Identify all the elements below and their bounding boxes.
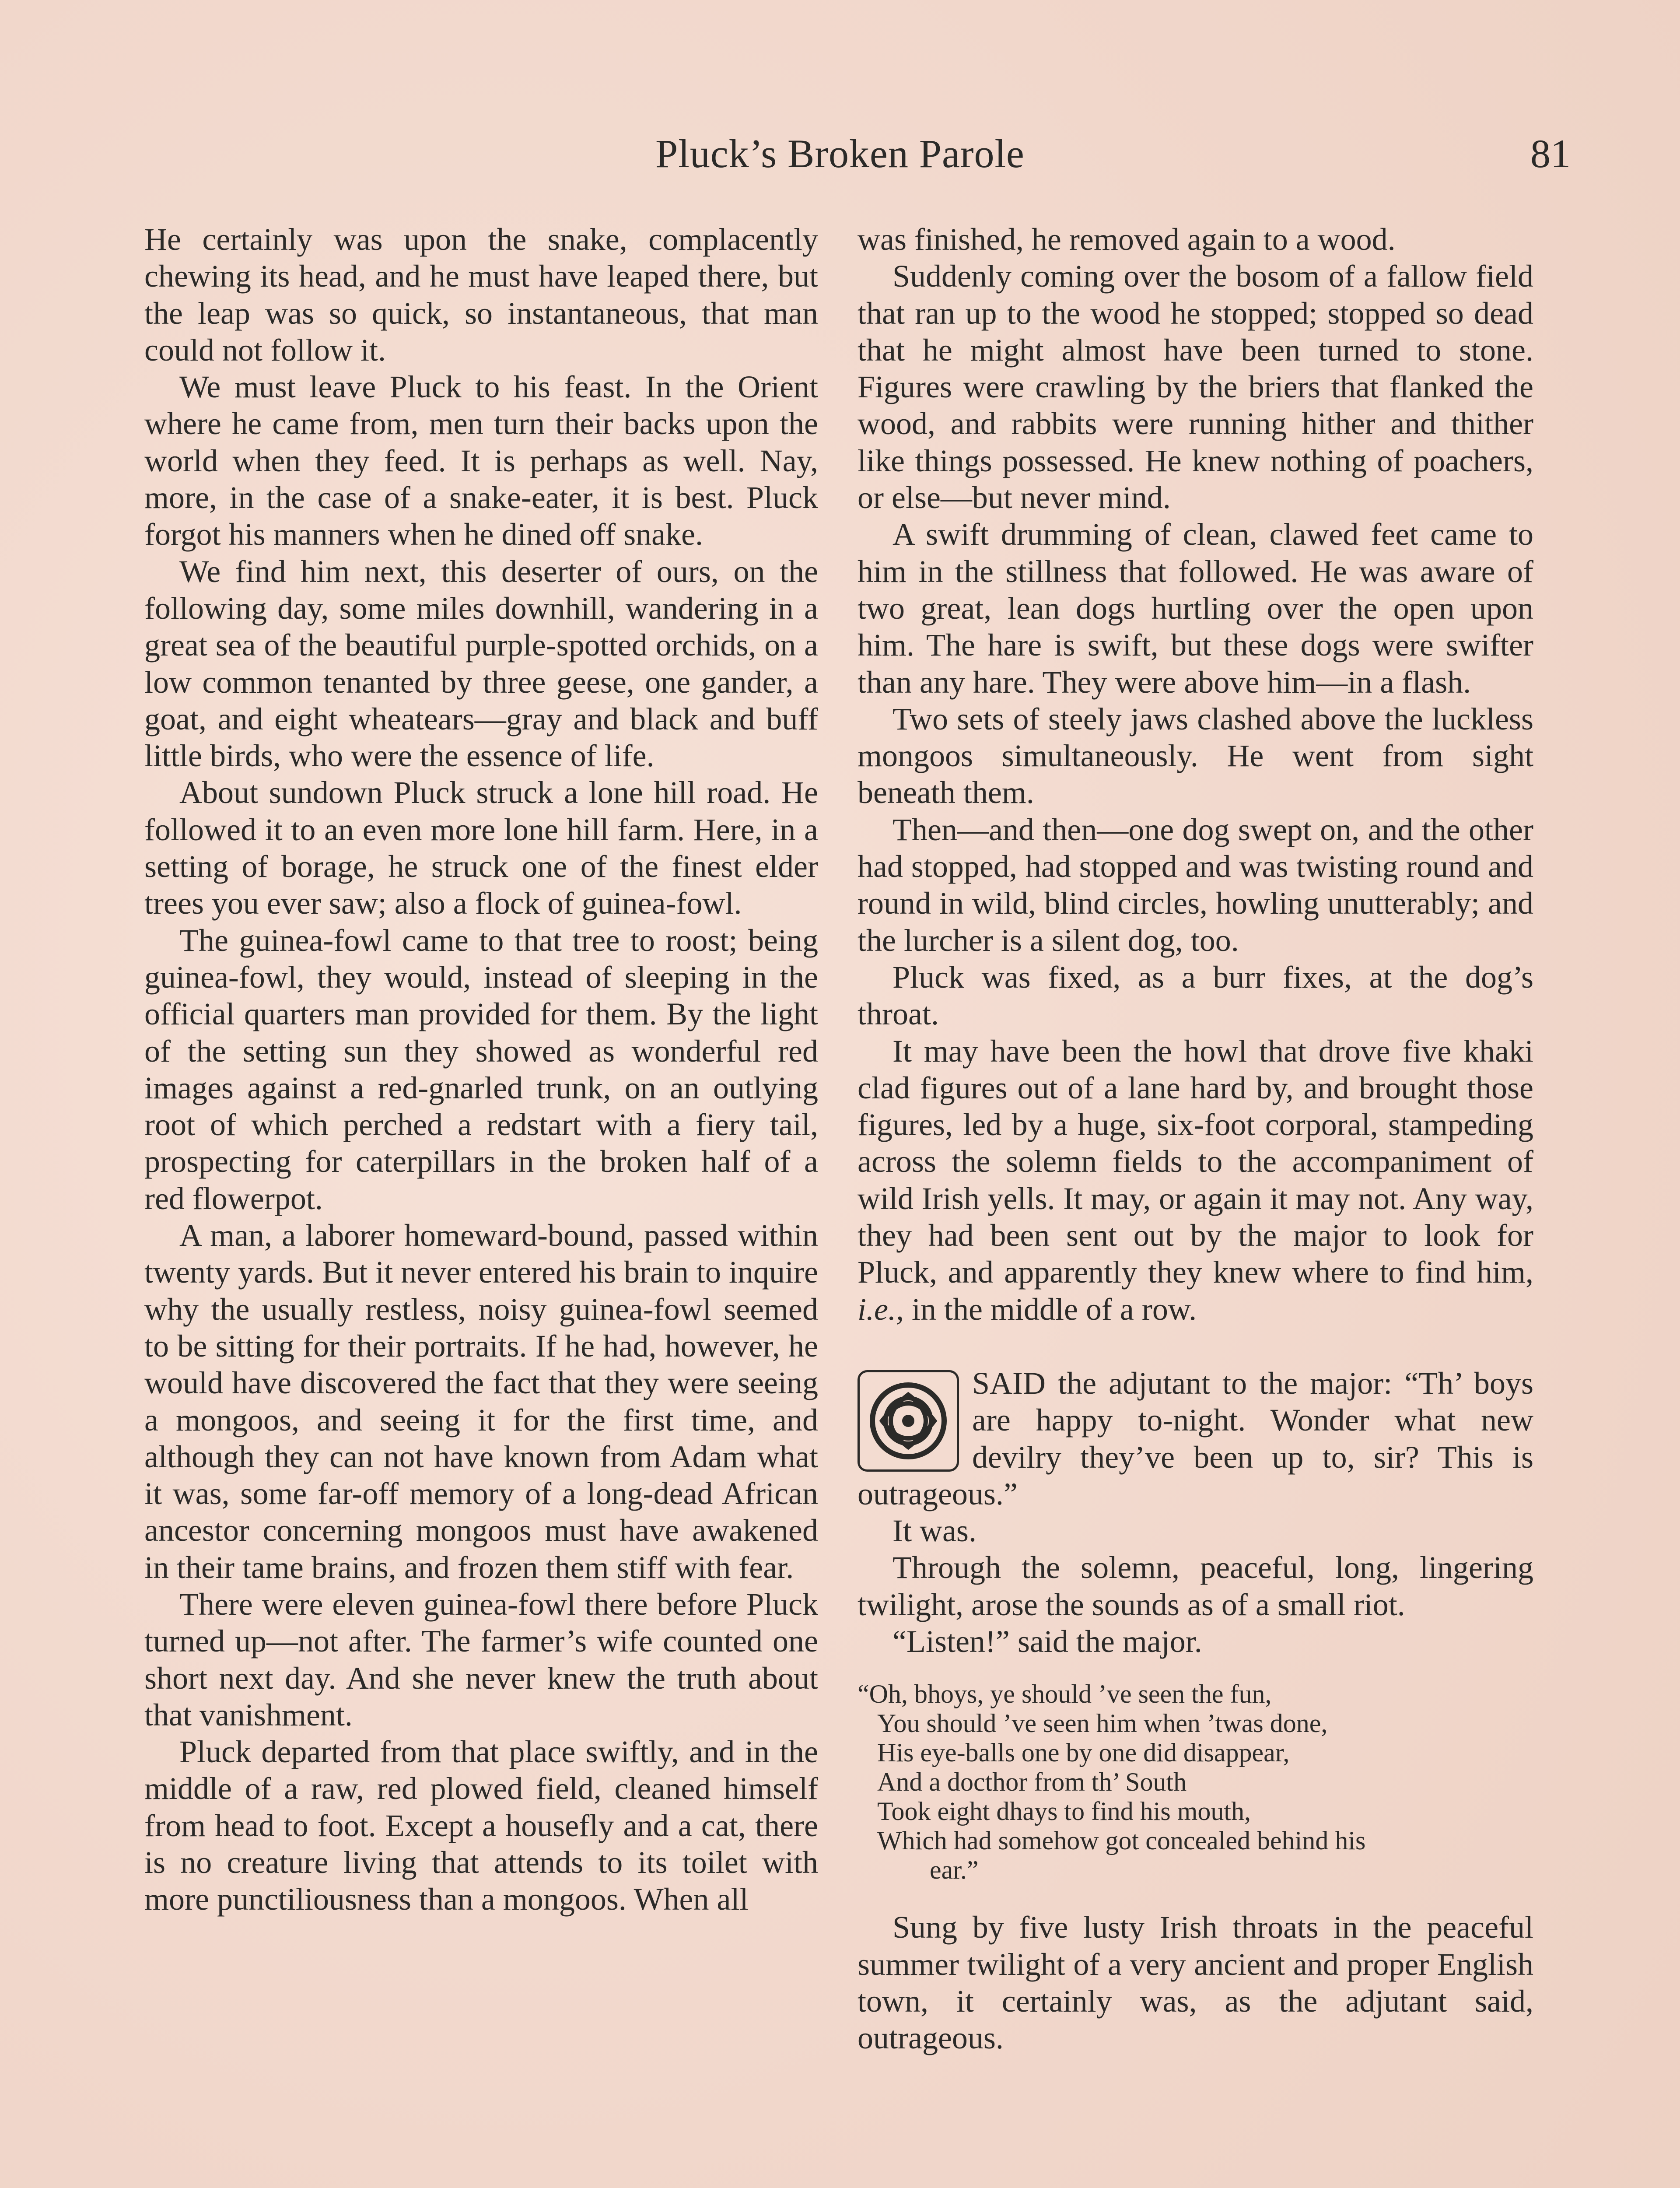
paragraph-tail: in the middle of a row. bbox=[911, 1291, 1197, 1327]
paragraph: We must leave Pluck to his feast. In the Orient where he came from, men turn their backs upon the world when they feed. It is perhaps as well. Nay, more, in the case of a snake-eater, it is best. Pluck forgot his manners when he dined off snake. bbox=[144, 369, 818, 552]
running-title: Pluck’s Broken Parole bbox=[655, 131, 1025, 176]
verse-line: “Oh, bhoys, ye should ’ve seen the fun, bbox=[858, 1680, 1272, 1709]
paragraph: Two sets of steely jaws clashed above the luckless mongoos simultaneously. He went from sight beneath them. bbox=[858, 701, 1533, 810]
left-column bbox=[144, 221, 818, 1918]
verse-block bbox=[858, 1680, 1533, 1885]
paragraph: “Listen!” said the major. bbox=[892, 1623, 1202, 1659]
verse-line: You should ’ve seen him when ’twas done, bbox=[877, 1709, 1328, 1738]
ie-abbreviation: i.e., bbox=[858, 1291, 904, 1327]
verse-line: And a docthor from th’ South bbox=[877, 1767, 1187, 1797]
paragraph: It was. bbox=[892, 1513, 976, 1549]
verse-line: Which had somehow got concealed behind his bbox=[877, 1826, 1366, 1855]
section-opening bbox=[858, 1365, 1533, 1512]
paragraph: was finished, he removed again to a wood. bbox=[858, 222, 1396, 257]
verse-line: Took eight dhays to find his mouth, bbox=[877, 1797, 1251, 1826]
closing-paragraph: Sung by five lusty Irish throats in the peaceful summer twilight of a very ancient and proper English town, it certainly was, as the adjutant said, outrageous. bbox=[858, 1910, 1533, 2056]
paragraph: About sundown Pluck struck a lone hill road. He followed it to an even more lone hill farm. Here, in a setting of borage, he struck one of the finest elder trees you ever saw; also a flock of guinea-fowl. bbox=[144, 775, 818, 921]
paragraph: A man, a laborer homeward-bound, passed within twenty yards. But it never entered his brain to inquire why the usually restless, noisy guinea-fowl seemed to be sitting for their portraits. If he had, however, he would have discovered the fact that they were seeing a mongoos, and seeing it for the first time, and although they can not have known from Adam what it was, some far-off memory of a long-dead African ancestor concerning mongoos must have awakened in their tame brains, and frozen them stiff with fear. bbox=[144, 1218, 818, 1585]
verse-line: His eye-balls one by one did disappear, bbox=[877, 1738, 1290, 1767]
paragraph: Then—and then—one dog swept on, and the other had stopped, had stopped and was twisting round and round in wild, blind circles, howling unutterably; and the lurcher is a silent dog, too. bbox=[858, 812, 1533, 958]
paragraph: A swift drumming of clean, clawed feet came to him in the stillness that followed. He was aware of two great, lean dogs hurtling over the open upon him. The hare is swift, but these dogs were swifter than any hare. They were above him—in a flash. bbox=[858, 517, 1533, 700]
paragraph: Pluck departed from that place swiftly, and in the middle of a raw, red plowed field, cleaned himself from head to foot. Except a housefly and a cat, there is no creature living that attends to its toilet with more punctiliousness than a mongoos. When all bbox=[144, 1734, 818, 1917]
section-break bbox=[858, 1328, 1533, 1365]
celtic-knot-ornament-icon bbox=[858, 1370, 959, 1472]
verse-line: ear.” bbox=[930, 1855, 979, 1885]
right-column bbox=[858, 221, 1533, 2056]
section-opening-text: SAID the adjutant to the major: “Th’ boys are happy to-night. Wonder what new devilry they’ve been up to, sir? This is outrageous.” bbox=[858, 1365, 1533, 1511]
page-number: 81 bbox=[1530, 131, 1571, 176]
paragraph: There were eleven guinea-fowl there before Pluck turned up—not after. The farmer’s wife counted one short next day. And she never knew the truth about that vanishment. bbox=[144, 1586, 818, 1732]
paragraph: The guinea-fowl came to that tree to roost; being guinea-fowl, they would, instead of sleeping in the official quarters man provided for them. By the light of the setting sun they showed as wonderful red images against a red-gnarled trunk, on an outlying root of which perched a redstart with a fiery tail, prospecting for caterpillars in the broken half of a red flowerpot. bbox=[144, 922, 818, 1216]
paragraph: We find him next, this deserter of ours, on the following day, some miles downhill, wandering in a great sea of the beautiful purple-spotted orchids, on a low common tenanted by three geese, one gander, a goat, and eight wheatears—gray and black and buff little birds, who were the essence of life. bbox=[144, 554, 818, 774]
paragraph-text: It may have been the howl that drove five khaki clad figures out of a lane hard by, and brought those figures, led by a huge, six-foot corporal, stampeding across the solemn fields to the accompaniment of wild Irish yells. It may, or again it may not. Any way, they had been sent out by the major to look for Pluck, and apparently they knew where to find him, bbox=[858, 1033, 1533, 1290]
paragraph: He certainly was upon the snake, complacently chewing its head, and he must have leaped there, but the leap was so quick, so instantaneous, that man could not follow it. bbox=[144, 222, 818, 368]
paragraph: Suddenly coming over the bosom of a fallow field that ran up to the wood he stopped; stopped so dead that he might almost have been turned to stone. Figures were crawling by the briers that flanked the wood, and rabbits were running hither and thither like things possessed. He knew nothing of poachers, or else—but never mind. bbox=[858, 259, 1533, 515]
page-header bbox=[0, 0, 1680, 184]
paragraph: Through the solemn, peaceful, long, lingering twilight, arose the sounds as of a small riot. bbox=[858, 1550, 1533, 1622]
paragraph bbox=[858, 1033, 1533, 1328]
paragraph: Pluck was fixed, as a burr fixes, at the dog’s throat. bbox=[858, 959, 1533, 1032]
